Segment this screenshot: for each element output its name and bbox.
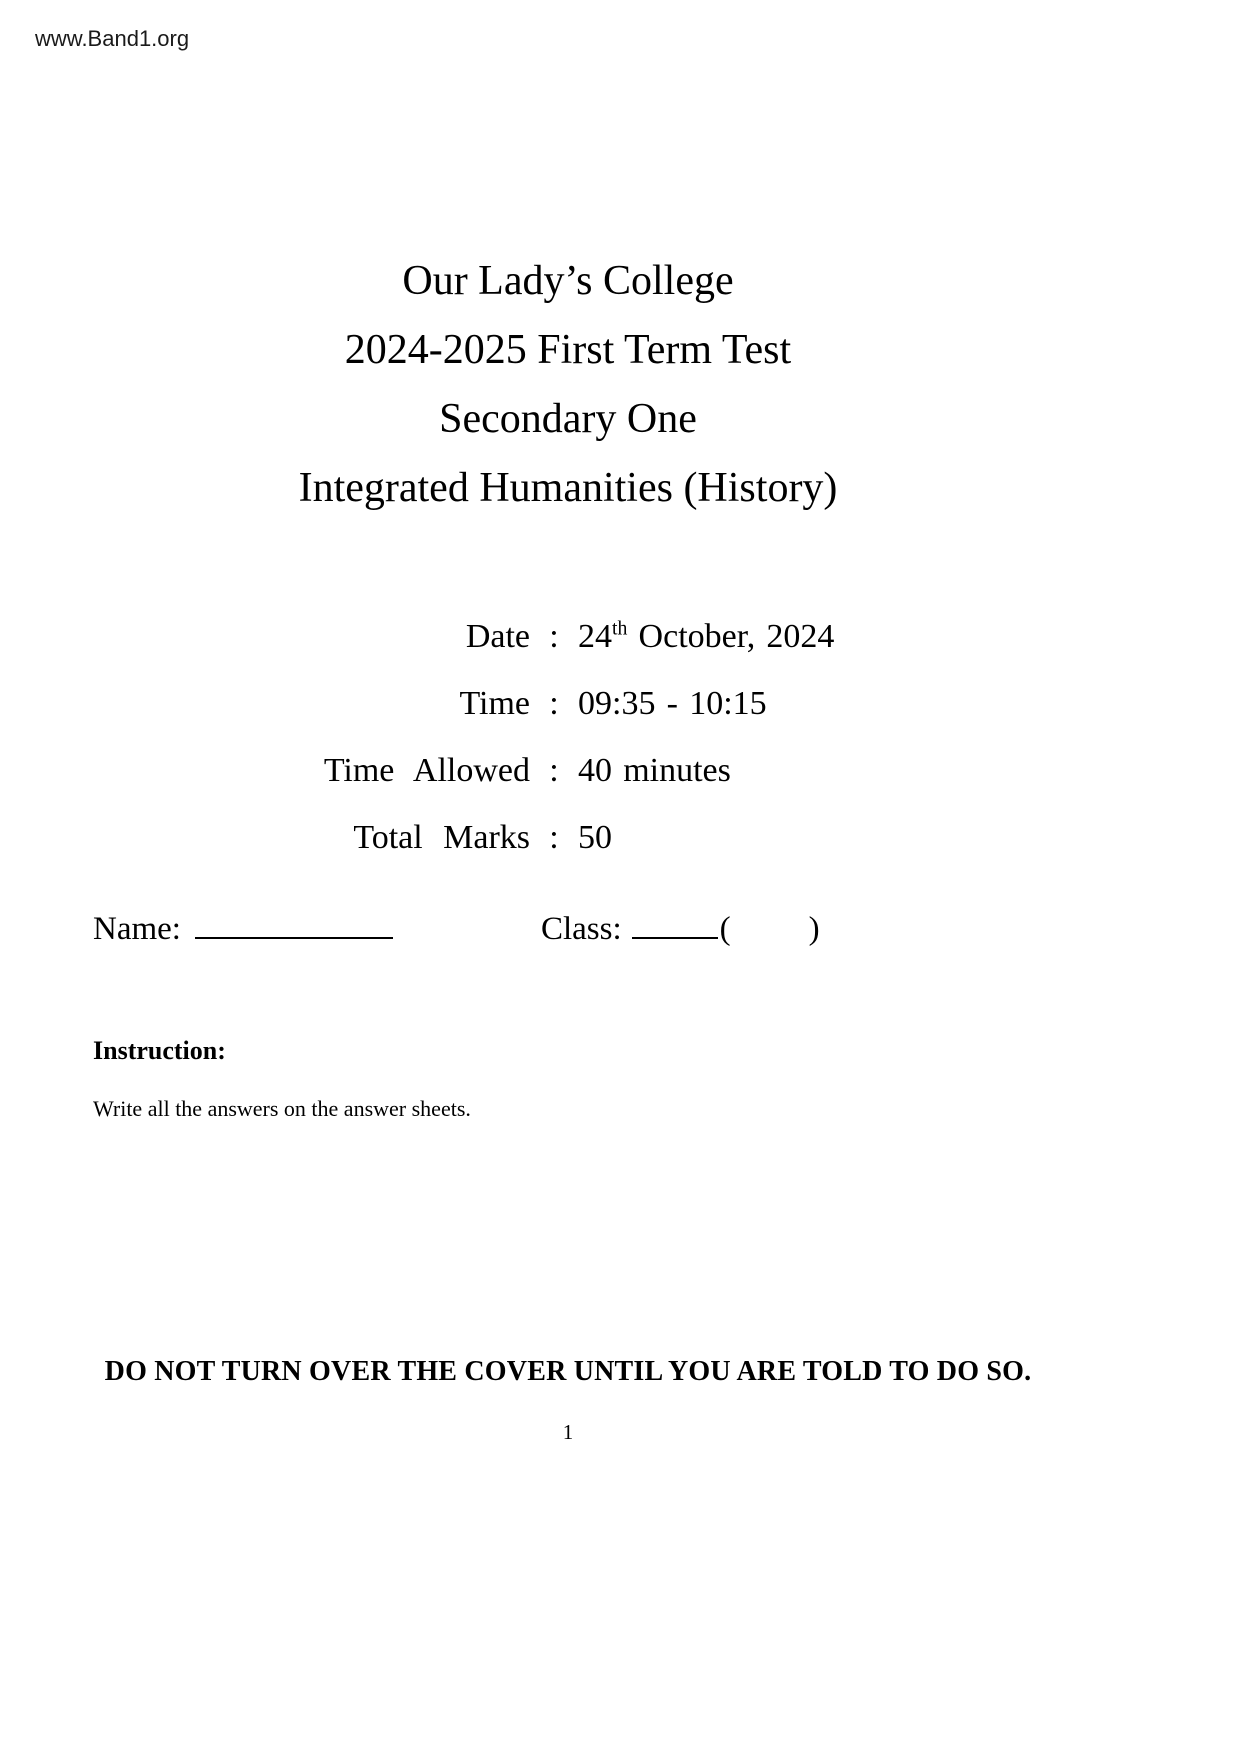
subject-title: Integrated Humanities (History) <box>298 465 838 511</box>
exam-term-title: 2024-2025 First Term Test <box>344 327 792 373</box>
date-value <box>578 603 834 670</box>
time-allowed-colon: : <box>549 752 559 789</box>
name-blank-line <box>195 905 393 939</box>
date-day: 24 <box>578 618 612 655</box>
total-marks-colon: : <box>549 819 559 856</box>
website-watermark: www.Band1.org <box>35 26 190 51</box>
date-label: Date <box>465 618 530 655</box>
class-number-close-paren: ) <box>808 911 820 947</box>
time-allowed-label: Time Allowed <box>323 752 530 789</box>
date-ordinal-suffix: th <box>612 617 628 640</box>
exam-details-table <box>0 603 834 871</box>
time-colon: : <box>549 685 559 722</box>
class-number-open-paren: ( <box>719 911 731 947</box>
class-label: Class: <box>540 911 622 947</box>
time-allowed-value: 40 minutes <box>578 752 731 789</box>
name-label: Name: <box>93 911 181 947</box>
instruction-text: Write all the answers on the answer sheets. <box>93 1096 471 1121</box>
total-marks-value: 50 <box>578 819 612 856</box>
form-level: Secondary One <box>439 396 697 442</box>
date-colon: : <box>549 618 559 655</box>
school-name: Our Lady’s College <box>402 258 734 304</box>
class-blank-line <box>632 905 718 939</box>
do-not-turn-over-warning: DO NOT TURN OVER THE COVER UNTIL YOU ARE TOLD TO DO SO. <box>104 1356 1032 1387</box>
date-month-year: October, 2024 <box>627 618 835 655</box>
time-label: Time <box>459 685 530 722</box>
total-marks-label: Total Marks <box>353 819 530 856</box>
instruction-heading: Instruction: <box>93 1036 226 1065</box>
page-number: 1 <box>562 1420 574 1444</box>
time-value: 09:35 - 10:15 <box>578 685 767 722</box>
name-class-row <box>93 905 820 953</box>
title-block <box>0 247 1136 523</box>
